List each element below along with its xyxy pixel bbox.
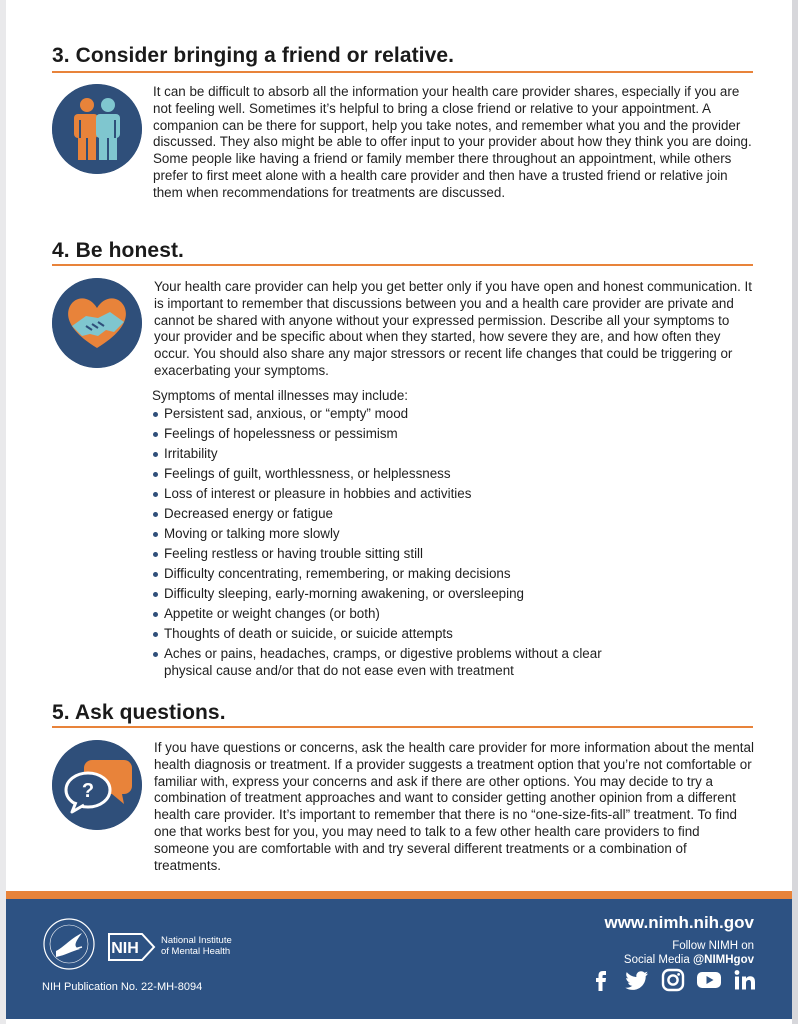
list-item: Difficulty concentrating, remembering, or making decisions	[152, 566, 652, 583]
section-3-title: 3. Consider bringing a friend or relative.	[52, 44, 455, 67]
list-item: Loss of interest or pleasure in hobbies and activities	[152, 486, 652, 503]
footer	[6, 899, 792, 1019]
svg-text:?: ?	[81, 780, 95, 802]
follow-text: Follow NIMH on Social Media @NIMHgov	[623, 940, 754, 966]
question-speech-bubbles-icon	[52, 740, 142, 830]
linkedin-icon[interactable]	[732, 967, 758, 993]
list-item: Feelings of hopelessness or pessimism	[152, 426, 652, 443]
nih-logo	[108, 933, 156, 961]
two-people-icon	[52, 84, 142, 174]
nih-logo-text: NIH	[111, 940, 139, 957]
list-item: Persistent sad, anxious, or “empty” mood	[152, 406, 652, 423]
document-page	[6, 0, 792, 1024]
footer-accent-bar	[6, 891, 792, 899]
social-links	[588, 967, 758, 993]
hhs-seal-icon	[42, 917, 96, 971]
list-item: Difficulty sleeping, early-morning awakening, or oversleeping	[152, 586, 652, 603]
page-edge	[792, 0, 798, 1024]
section-3-body: It can be difficult to absorb all the information your health care provider shares, especially if you are not feeling well. Sometimes it’s helpful to bring a close friend or relative to your appointment. A companion can be there for support, help you take notes, and remember what you and the provider discussed. They also might be able to offer input to your provider about how they think you are doing. Some people like having a friend or family member there throughout an appointment, while others prefer to first meet alone with a health care provider and then have a trusted friend or relative join them when recommendations for treatments are discussed.	[153, 84, 752, 200]
social-handle: @NIMHgov	[692, 954, 754, 966]
list-item: Decreased energy or fatigue	[152, 506, 652, 523]
instagram-icon[interactable]	[660, 967, 686, 993]
website-link[interactable]: www.nimh.nih.gov	[604, 913, 754, 932]
list-item: Moving or talking more slowly	[152, 526, 652, 543]
youtube-icon[interactable]	[696, 967, 722, 993]
section-3-rule	[52, 71, 753, 73]
section-4-rule	[52, 264, 753, 266]
handshake-heart-icon	[52, 278, 142, 368]
list-item: Thoughts of death or suicide, or suicide attempts	[152, 626, 652, 643]
facebook-icon[interactable]	[588, 967, 614, 993]
symptoms-list	[152, 406, 652, 683]
section-4-title: 4. Be honest.	[52, 239, 184, 262]
publication-number: NIH Publication No. 22-MH-8094	[42, 981, 203, 993]
symptoms-lead: Symptoms of mental illnesses may include:	[152, 388, 409, 403]
institute-name: National Institute of Mental Health	[161, 935, 232, 957]
section-5-title: 5. Ask questions.	[52, 701, 226, 724]
twitter-icon[interactable]	[624, 967, 650, 993]
list-item: Irritability	[152, 446, 652, 463]
section-5-body: If you have questions or concerns, ask the health care provider for more information about the mental health diagnosis or treatment. If a provider suggests a treatment option that you’re not comfortable or familiar with, express your concerns and ask if there are other options. You may decide to try a combination of treatment approaches and want to consider getting another opinion from a different health care provider. It’s important to remember that there is no “one-size-fits-all” treatment. To find one that works best for you, you may need to talk to a few other health care providers to find someone you are comfortable with and try several different treatments or a combination of treatments.	[154, 740, 754, 873]
list-item: Feelings of guilt, worthlessness, or helplessness	[152, 466, 652, 483]
list-item: Appetite or weight changes (or both)	[152, 606, 652, 623]
section-5-rule	[52, 726, 753, 728]
list-item: Aches or pains, headaches, cramps, or digestive problems without a clear physical cause and/or that do not ease even with treatment	[152, 646, 652, 680]
list-item: Feeling restless or having trouble sitting still	[152, 546, 652, 563]
section-4-body: Your health care provider can help you get better only if you have open and honest communication. It is important to remember that discussions between you and a health care provider are private and cannot be shared with anyone without your expressed permission. Describe all your symptoms to your provider and be specific about when they started, how severe they are, and how often they occur. You should also share any major stressors or recent life changes that could be triggering or exacerbating your symptoms.	[154, 279, 753, 378]
